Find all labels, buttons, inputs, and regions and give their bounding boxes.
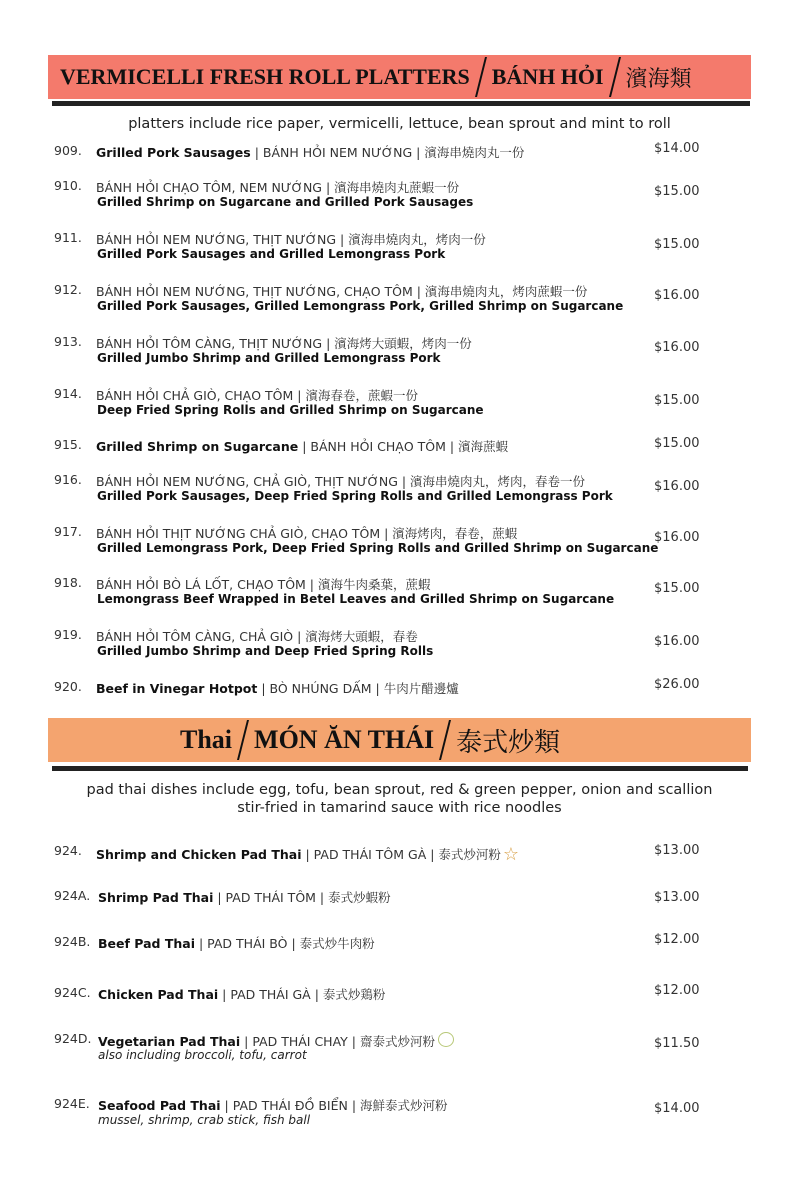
item-name-en: Seafood Pad Thai: [98, 1098, 221, 1113]
item-number: 917.: [54, 524, 82, 539]
section-title-thai: [180, 718, 560, 762]
item-name-en: Vegetarian Pad Thai: [98, 1034, 241, 1049]
item-name: [96, 679, 459, 697]
item-name-translations: | BÁNH HỎI NEM NƯỚNG | 濱海串燒肉丸一份: [250, 145, 525, 160]
title-divider: [439, 720, 451, 760]
section-title-zh: 泰式炒類: [456, 727, 561, 757]
item-number: 909.: [54, 143, 82, 158]
section-title-vn: MÓN ĂN THÁI: [254, 725, 435, 754]
item-price: $12.00: [654, 983, 700, 998]
item-name-translations: BÁNH HỎI NEM NƯỚNG, THỊT NƯỚNG | 濱海串燒肉丸，烤肉一份: [96, 232, 486, 247]
title-divider: [475, 57, 487, 97]
item-price: $13.00: [654, 843, 700, 858]
item-name: [98, 934, 375, 952]
section-subtitle: [48, 781, 751, 817]
section-banner-vermicelli: [48, 55, 751, 99]
item-price: $11.50: [654, 1036, 700, 1051]
item-name: [96, 843, 519, 864]
item-number: 924.: [54, 843, 82, 858]
item-name-en: Grilled Pork Sausages: [96, 145, 251, 160]
item-name: [98, 985, 385, 1003]
item-price: $15.00: [654, 184, 700, 199]
star-icon: ☆: [502, 844, 520, 865]
item-number: 924B.: [54, 934, 91, 949]
item-description: Grilled Shrimp on Sugarcane and Grilled Pork Sausages: [97, 195, 474, 209]
item-name-translations: | PAD THÁI GÀ | 泰式炒鶏粉: [218, 987, 386, 1002]
item-price: $12.00: [654, 932, 700, 947]
item-name-translations: BÁNH HỎI CHẠO TÔM, NEM NƯỚNG | 濱海串燒肉丸蔗蝦一份: [96, 180, 460, 195]
item-name-translations: BÁNH HỎI NEM NƯỚNG, THỊT NƯỚNG, CHẠO TÔM | 濱海串燒肉丸，烤肉蔗蝦一份: [96, 284, 588, 299]
item-price: $15.00: [654, 581, 700, 596]
item-number: 924C.: [54, 985, 91, 1000]
item-description: Grilled Jumbo Shrimp and Grilled Lemongrass Pork: [97, 351, 441, 365]
item-name-translations: BÁNH HỎI NEM NƯỚNG, CHẢ GIÒ, THỊT NƯỚNG | 濱海串燒肉丸，烤肉，春卷一份: [96, 474, 586, 489]
item-price: $14.00: [654, 141, 700, 156]
item-number: 911.: [54, 230, 82, 245]
section-subtitle-line: pad thai dishes include egg, tofu, bean sprout, red & green pepper, onion and scallion: [86, 782, 713, 798]
item-price: $14.00: [654, 1101, 700, 1116]
item-description: mussel, shrimp, crab stick, fish ball: [98, 1113, 311, 1127]
item-name-en: Shrimp and Chicken Pad Thai: [96, 847, 302, 862]
item-price: $16.00: [654, 340, 700, 355]
item-price: $15.00: [654, 237, 700, 252]
item-description: Grilled Pork Sausages, Deep Fried Spring Rolls and Grilled Lemongrass Pork: [97, 489, 613, 503]
item-name-translations: | PAD THÁI TÔM GÀ | 泰式炒河粉: [301, 847, 501, 862]
section-subtitle: platters include rice paper, vermicelli, lettuce, bean sprout and mint to roll: [128, 116, 671, 132]
item-price: $15.00: [654, 436, 700, 451]
item-name-en: Chicken Pad Thai: [98, 987, 219, 1002]
item-number: 916.: [54, 472, 82, 487]
item-description: Grilled Pork Sausages, Grilled Lemongrass Pork, Grilled Shrimp on Sugarcane: [97, 299, 624, 313]
item-description: Grilled Pork Sausages and Grilled Lemongrass Pork: [97, 247, 446, 261]
item-name: [96, 437, 508, 455]
section-rule: [52, 101, 750, 106]
item-name: [96, 143, 524, 161]
item-number: 912.: [54, 282, 82, 297]
item-name-translations: | PAD THÁI TÔM | 泰式炒蝦粉: [213, 890, 391, 905]
section-title-vn: BÁNH HỎI: [491, 64, 604, 89]
title-divider: [609, 57, 621, 97]
item-number: 914.: [54, 386, 82, 401]
item-name-translations: | PAD THÁI ĐỒ BIỂN | 海鮮泰式炒河粉: [220, 1098, 448, 1113]
item-price: $15.00: [654, 393, 700, 408]
item-number: 910.: [54, 178, 82, 193]
item-name-en: Grilled Shrimp on Sugarcane: [96, 439, 299, 454]
item-name-translations: | BÁNH HỎI CHẠO TÔM | 濱海蔗蝦: [298, 439, 509, 454]
item-number: 920.: [54, 679, 82, 694]
item-name-translations: | BÒ NHÚNG DẤM | 牛肉片醋邊爐: [257, 681, 459, 696]
item-number: 924A.: [54, 888, 91, 903]
item-name: [98, 888, 391, 906]
title-divider: [237, 720, 249, 760]
section-title-en: Thai: [180, 725, 233, 754]
item-name-en: Beef Pad Thai: [98, 936, 195, 951]
item-number: 915.: [54, 437, 82, 452]
section-banner-thai: [48, 718, 751, 762]
item-price: $16.00: [654, 634, 700, 649]
item-name-translations: | PAD THÁI CHAY | 齋泰式炒河粉: [240, 1034, 435, 1049]
item-number: 913.: [54, 334, 82, 349]
item-name-translations: BÁNH HỎI BÒ LÁ LỐT, CHẠO TÔM | 濱海牛肉桑葉，蔗蝦: [96, 577, 431, 592]
item-price: $16.00: [654, 479, 700, 494]
item-number: 918.: [54, 575, 82, 590]
item-name: [98, 1096, 448, 1114]
item-name-translations: BÁNH HỎI TÔM CÀNG, CHẢ GIÒ | 濱海烤大頭蝦，春卷: [96, 629, 418, 644]
item-name-translations: BÁNH HỎI TÔM CÀNG, THỊT NƯỚNG | 濱海烤大頭蝦，烤肉一份: [96, 336, 472, 351]
section-title-en: VERMICELLI FRESH ROLL PLATTERS: [60, 64, 470, 89]
item-price: $13.00: [654, 890, 700, 905]
item-description: also including broccoli, tofu, carrot: [98, 1048, 307, 1062]
item-price: $16.00: [654, 288, 700, 303]
item-price: $26.00: [654, 677, 700, 692]
item-number: 919.: [54, 627, 82, 642]
item-name-en: Shrimp Pad Thai: [98, 890, 214, 905]
item-name-translations: BÁNH HỎI THỊT NƯỚNG CHẢ GIÒ, CHẠO TÔM | 濱海烤肉，春卷，蔗蝦: [96, 526, 518, 541]
item-number: 924D.: [54, 1031, 92, 1046]
section-title-zh: 濱海類: [625, 65, 692, 91]
item-name-translations: BÁNH HỎI CHẢ GIÒ, CHẠO TÔM | 濱海春卷，蔗蝦一份: [96, 388, 418, 403]
broccoli-icon: [438, 1032, 454, 1047]
item-name-en: Beef in Vinegar Hotpot: [96, 681, 258, 696]
item-name-translations: | PAD THÁI BÒ | 泰式炒牛肉粉: [194, 936, 375, 951]
section-rule: [52, 766, 748, 771]
section-subtitle-line: stir-fried in tamarind sauce with rice noodles: [237, 800, 562, 816]
item-description: Grilled Lemongrass Pork, Deep Fried Spring Rolls and Grilled Shrimp on Sugarcane: [97, 541, 659, 555]
item-number: 924E.: [54, 1096, 90, 1111]
section-title-vermicelli: [60, 55, 692, 99]
item-description: Grilled Jumbo Shrimp and Deep Fried Spring Rolls: [97, 644, 434, 658]
item-price: $16.00: [654, 530, 700, 545]
item-description: Lemongrass Beef Wrapped in Betel Leaves and Grilled Shrimp on Sugarcane: [97, 592, 615, 606]
item-description: Deep Fried Spring Rolls and Grilled Shrimp on Sugarcane: [97, 403, 484, 417]
